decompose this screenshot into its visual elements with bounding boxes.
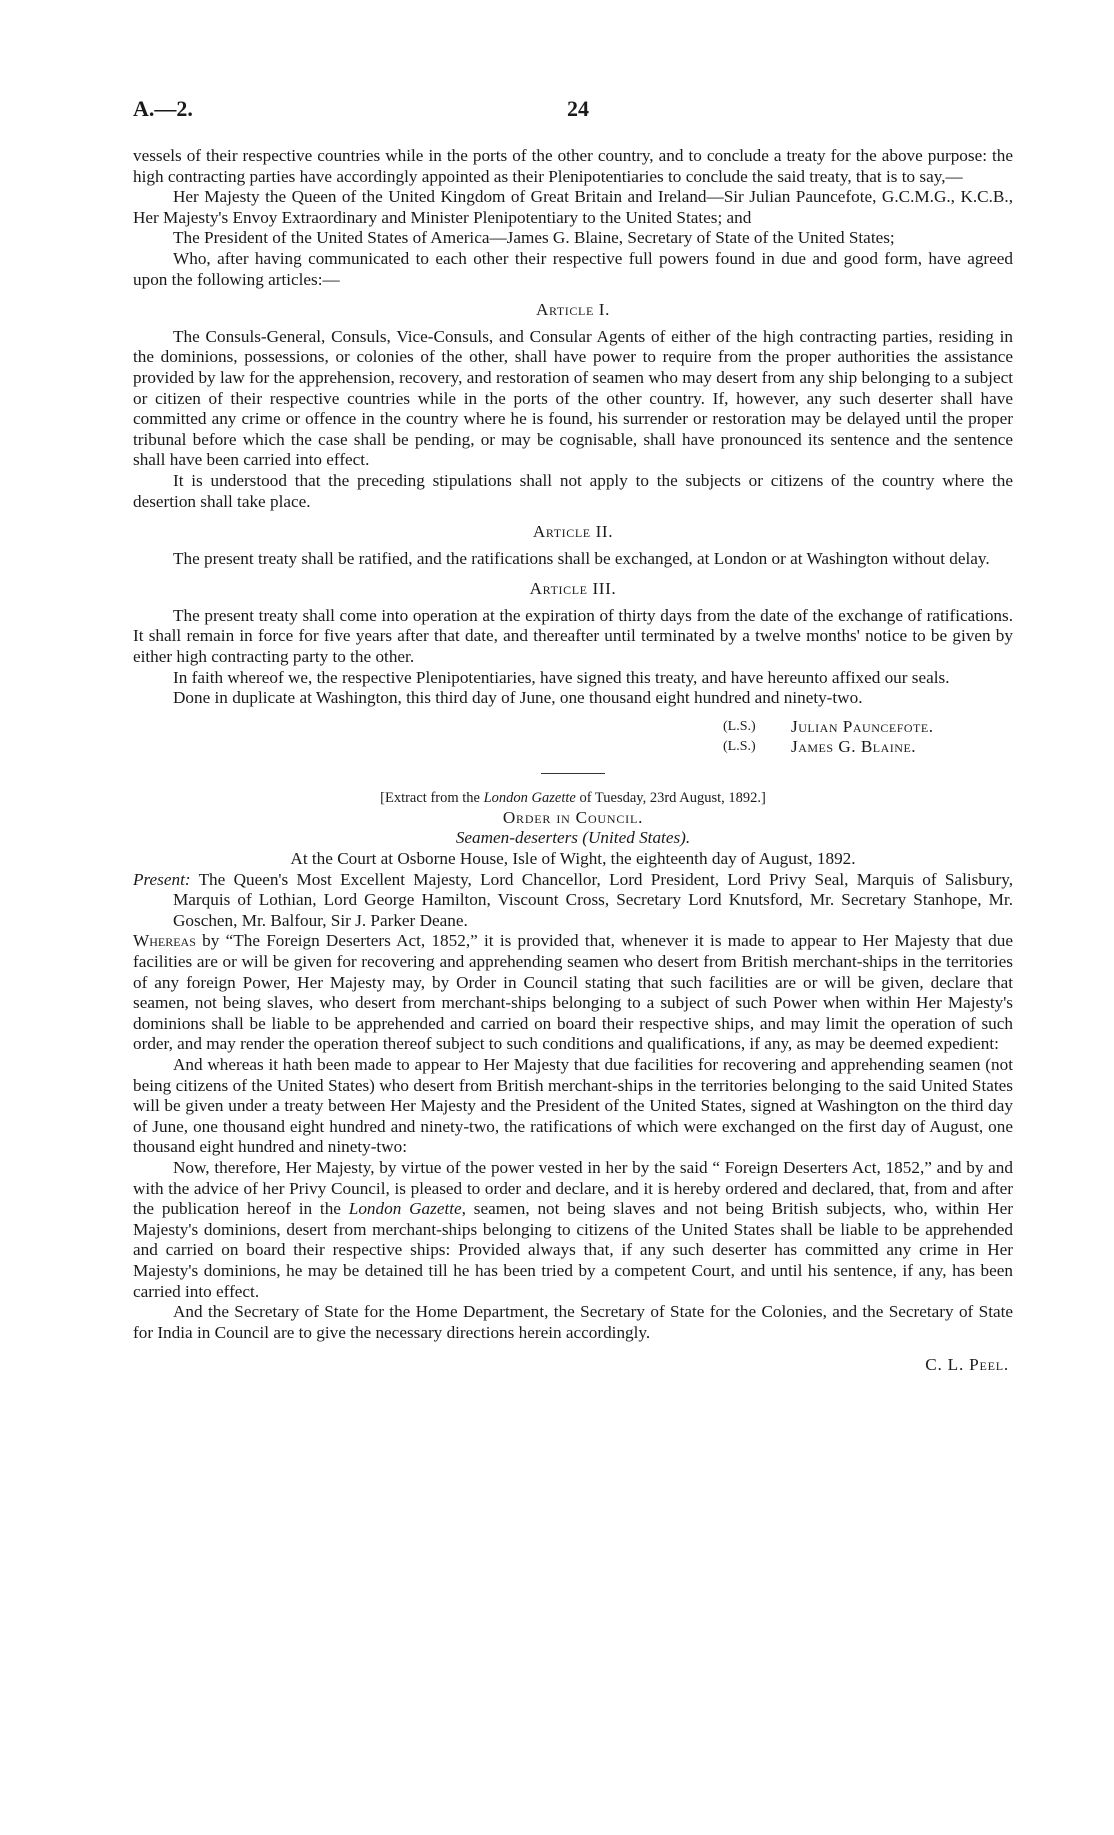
extract-publication: London Gazette — [483, 789, 576, 806]
section-divider — [541, 773, 605, 774]
article-1-paragraph: It is understood that the preceding stipulations shall not apply to the subjects or citizens of the country where the desertion shall take place. — [133, 470, 1013, 511]
signatory-name: James G. Blaine. — [791, 736, 917, 756]
order-text: , seamen, not being slaves and not being British subjects, who, within Her Majesty's dominions, desert from merchant-ships belonging to citizens of the United States shall be liable to be apprehended and carried on board their respective ships: Provided always that, if any such deserter has committed any crime in Her Majesty's dominions, he may be detained till he has been tried by a competent Court, and until his sentence, if any, has been carried into effect. — [133, 1199, 1013, 1301]
article-1-paragraph: The Consuls-General, Consuls, Vice-Consuls, and Consular Agents of either of the high contracting parties, residing in the dominions, possessions, or colonies of the other, shall have power to require from the proper authorities the assistance provided by law for the apprehension, recovery, and restoration of seamen who may desert from any ship belonging to a subject or citizen of their respective countries while in the ports of the other country. If, however, any such deserter shall have committed any crime or offence in the country where he is found, his surrender or restoration may be delayed until the proper tribunal before which the case shall be pending, or may be cognisable, shall have pronounced its sentence and the sentence shall have been carried into effect. — [133, 326, 1013, 470]
treaty-signatures — [723, 717, 1013, 757]
article-3-paragraph: Done in duplicate at Washington, this third day of June, one thousand eight hundred and ninety-two. — [173, 688, 863, 708]
present-text: The Queen's Most Excellent Majesty, Lord Chancellor, Lord President, Lord Privy Seal, Marquis of Salisbury, Marquis of Lothian, Lord George Hamilton, Viscount Cross, Secretary Lord Knutsford, Mr. Secretary Stanhope, Mr. Goschen, Mr. Balfour, Sir J. Parker Deane. — [173, 869, 1013, 930]
article-3-heading: Article III. — [529, 579, 617, 599]
text-column — [133, 146, 1013, 1376]
signature-row — [723, 717, 1013, 737]
whereas-paragraph — [133, 931, 1013, 1055]
order-paragraph — [133, 1158, 1013, 1302]
article-2-heading: Article II. — [532, 522, 614, 542]
present-list — [133, 870, 1013, 932]
page-number: 24 — [567, 96, 589, 121]
seal-mark: (L.S.) — [723, 738, 756, 754]
treaty-plenipotentiary-us: The President of the United States of America—James G. Blaine, Secretary of State of the United States; — [173, 228, 895, 248]
article-2-paragraph: The present treaty shall be ratified, and the ratifications shall be exchanged, at London or at Washington without delay. — [173, 548, 990, 568]
order-publication: London Gazette — [348, 1199, 462, 1219]
document-reference: A.—2. — [133, 96, 193, 121]
extract-prefix: [Extract from the — [380, 789, 484, 806]
clerk-signature: C. L. Peel. — [925, 1355, 1009, 1375]
order-subtitle: Seamen-deserters (United States). — [455, 828, 691, 848]
article-3-paragraph: In faith whereof we, the respective Plenipotentiaries, have signed this treaty, and have hereunto affixed our seals. — [173, 667, 950, 687]
article-3-paragraph: The present treaty shall come into operation at the expiration of thirty days from the date of the exchange of ratifications. It shall remain in force for five years after that date, and thereafter until terminated by a twelve months' notice to be given by either high contracting party to the other. — [133, 605, 1013, 667]
treaty-plenipotentiary-uk: Her Majesty the Queen of the United Kingdom of Great Britain and Ireland—Sir Julian Pauncefote, G.C.M.G., K.C.B., Her Majesty's Envoy Extraordinary and Minister Plenipotentiary to the United States; and — [133, 187, 1013, 227]
whereas-text: by “The Foreign Deserters Act, 1852,” it is provided that, whenever it is made to appear to Her Majesty that due facilities are or will be given for recovering and apprehending seamen who desert from British merchant-ships in the territories of any foreign Power, Her Majesty may, by Order in Council stating that such facilities are or will be given, declare that seamen, not being slaves, who desert from merchant-ships belonging to a subject of such Power when within Her Majesty's dominions shall be liable to be apprehended and carried on board their respective ships, and may limit the operation of such order, and may render the operation thereof subject to such conditions and qualifications, if any, as may be deemed expedient: — [133, 931, 1013, 1054]
signatory-name: Julian Pauncefote. — [791, 716, 934, 736]
court-line: At the Court at Osborne House, Isle of Wight, the eighteenth day of August, 1892. — [290, 849, 856, 869]
extract-suffix: of Tuesday, 23rd August, 1892.] — [575, 789, 766, 806]
treaty-agreement-paragraph: Who, after having communicated to each other their respective full powers found in due and good form, have agreed upon the following articles:— — [133, 248, 1013, 289]
page-header — [133, 96, 1013, 128]
gazette-extract-note — [133, 788, 1013, 808]
order-paragraph: And the Secretary of State for the Home Department, the Secretary of State for the Colonies, and the Secretary of State for India in Council are to give the necessary directions herein accordingly. — [133, 1302, 1013, 1342]
article-1-heading: Article I. — [535, 300, 610, 320]
seal-mark: (L.S.) — [723, 718, 756, 734]
order-title: Order in Council. — [502, 807, 644, 827]
order-paragraph: And whereas it hath been made to appear to Her Majesty that due facilities for recovering and apprehending seamen (not being citizens of the United States) who desert from British merchant-ships in the territories belonging to the said United States will be given under a treaty between Her Majesty and the President of the United States, signed at Washington on the third day of June, one thousand eight hundred and ninety-two, the ratifications of which were exchanged on the first day of August, one thousand eight hundred and ninety-two: — [133, 1054, 1013, 1157]
order-text: Now, therefore, Her Majesty, by virtue of the power vested in her by the said “ Foreign Deserters Act, 1852,” and by and with the advice of her Privy Council, is pleased to order and declare, and it is hereby ordered and declared, that, from and after the publication hereof in the — [133, 1157, 1013, 1219]
treaty-intro-paragraph: vessels of their respective countries while in the ports of the other country, and to conclude a treaty for the above purpose: the high contracting parties have accordingly appointed as their Plenipotentiaries to conclude the said treaty, that is to say,— — [133, 146, 1013, 186]
present-label: Present: — [133, 869, 191, 889]
signature-row — [723, 737, 1013, 757]
whereas-lead: Whereas — [133, 931, 196, 951]
